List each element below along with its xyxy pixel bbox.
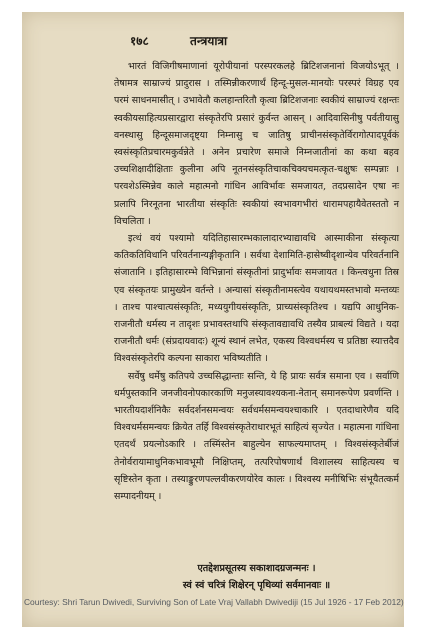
body-text	[114, 58, 399, 505]
courtesy-credit: Courtesy: Shri Tarun Dwivedi, Surviving Son of Late Vraj Vallabh Dwivediji (15 Jul 1926 - 17 Feb 2012)	[24, 597, 404, 607]
book-page	[22, 12, 404, 627]
paragraph: भारतं विजिगीषमाणानां यूरोपीयानां परस्परकलहे ब्रिटिशजनानां विजयोऽभूत् । तेषामत्र साम्राज्यं प्रादुरास । तस्मिन्नीकरणार्थं हिन्दू-मुसल-मानयोः परस्परं विग्रह एव परमं साधनमासीत् । उभावेतौ कलहान्तरितौ कृत्वा ब्रिटिशजनाः स्वकीयं साम्राज्यं रक्षन्तः स्वकीयसाहित्यप्रसारद्वारा संस्कृतेरपि प्रसारं कुर्वन्त आसन् । आदिवासिनीषु पर्वतीयासु वनस्थासु हिन्दूसमाजदृष्ट्या निम्नासु च जातिषु प्राचीनसंस्कृतेर्विरागोत्पादपूर्वकं स्वसंस्कृतिप्रचारमकुर्वन्नेते । अनेन प्रचारेण समाजे निम्नजातीनां का कथा बहव उच्चशिक्षादीक्षिताः कुलीना अपि नूतनसंस्कृतिचाकचिक्यचमत्कृत-चक्षुषः सम्पन्नाः । परवशेऽस्मिन्नेव काले महात्मनो गांधिन आविर्भावः समजायत, तदप्रसादेन एषा नः प्रलापि निरनूतना भारतीया संस्कृतिः स्वकीयां स्वभावगभीरां धारामपहायैवेतस्ततो न विचलिता ।	[114, 61, 399, 227]
verse-line: स्वं स्वं चरित्रं शिक्षेरन् पृथिव्यां सर्वमानवाः ॥	[182, 580, 331, 591]
paragraph: इत्थं वयं पश्यामो यदितिहासारम्भकालादारभ्याद्यावधि आस्माकीना संस्कृत्या कतिकतिविधानि परिवर्तनान्यङ्गीकृतानि । सर्वथा देशामिति-हासेष्वीदृशान्येव परिवर्तनानि संजातानि । इतिहासारम्भे विभिन्नानां संस्कृतीनां प्रादुर्भावः समजायत । किन्त्वधुना तिस्र एव संस्कृतयः प्रामुख्येन वर्तन्ते । अन्यासां संस्कृतीनामस्त्येव यथायथमस्तभावो मन्तव्यः । ताश्च पाश्चात्यसंस्कृतिः, मध्ययुगीयसंस्कृतिः, प्राच्यसंस्कृतिश्च । यद्यपि आधुनिक-राजनीतौ धर्मस्य न तादृशः प्रभावस्तथापि संस्कृतावद्यावधि तस्यैव प्राबल्यं विद्यते । यदा राजनीतौ धर्मः (संप्रदायवादः) शून्यं स्थानं लभेत, एकस्य विश्वधर्मस्य च प्रतिष्ठा स्यात्तदैव विश्वसंस्कृतेरपि कल्पना साकारा भविष्यतीति ।	[114, 233, 399, 365]
paragraph: सर्वेषु धर्मेषु कतिपये उच्चसिद्धान्ताः सन्ति, ये हि प्रायः सर्वत्र समाना एव । सर्वाणि धर्मपुस्तकानि जनजीवनोपकारकाणि मनुजस्यावश्यकना-नेतान् समानरूपेण प्रवर्णन्ति । भारतीयदार्शनिकैः सर्वदर्शनसमन्वयः सर्वधर्मसमन्वयश्चाकारि । एतदाधारेणैव यदि विश्वधर्मसमन्वयः क्रियेत तर्हि विश्वसंस्कृतेराधारभूतं साहित्यं सृज्येत । महात्मना गांधिना एतदर्थं प्रयत्नोऽकारि । तस्मिंस्तेन बाहुल्येन साफल्यमाप्तम् । विश्वसंस्कृतेर्बीजं तेनोर्वरायामाधुनिकभावभूमौ निक्षिप्तम्, तत्परिपोषणार्थं विशालस्य साहित्यस्य च सृष्टिस्तेन कृता । तस्याङ्कुरणपल्लवीकरणयोरेव कालः । विश्वस्य मनीषिभिः संभूयैतत्कर्म सम्पादनीयम् ।	[114, 370, 399, 503]
verse-line: एतद्देशप्रसूतस्य सकाशादग्रजन्मनः ।	[197, 563, 316, 574]
page-header	[22, 32, 404, 50]
verse	[114, 560, 399, 594]
running-title: तन्त्रयात्रा	[190, 34, 228, 48]
page-number: १७८	[130, 34, 149, 48]
